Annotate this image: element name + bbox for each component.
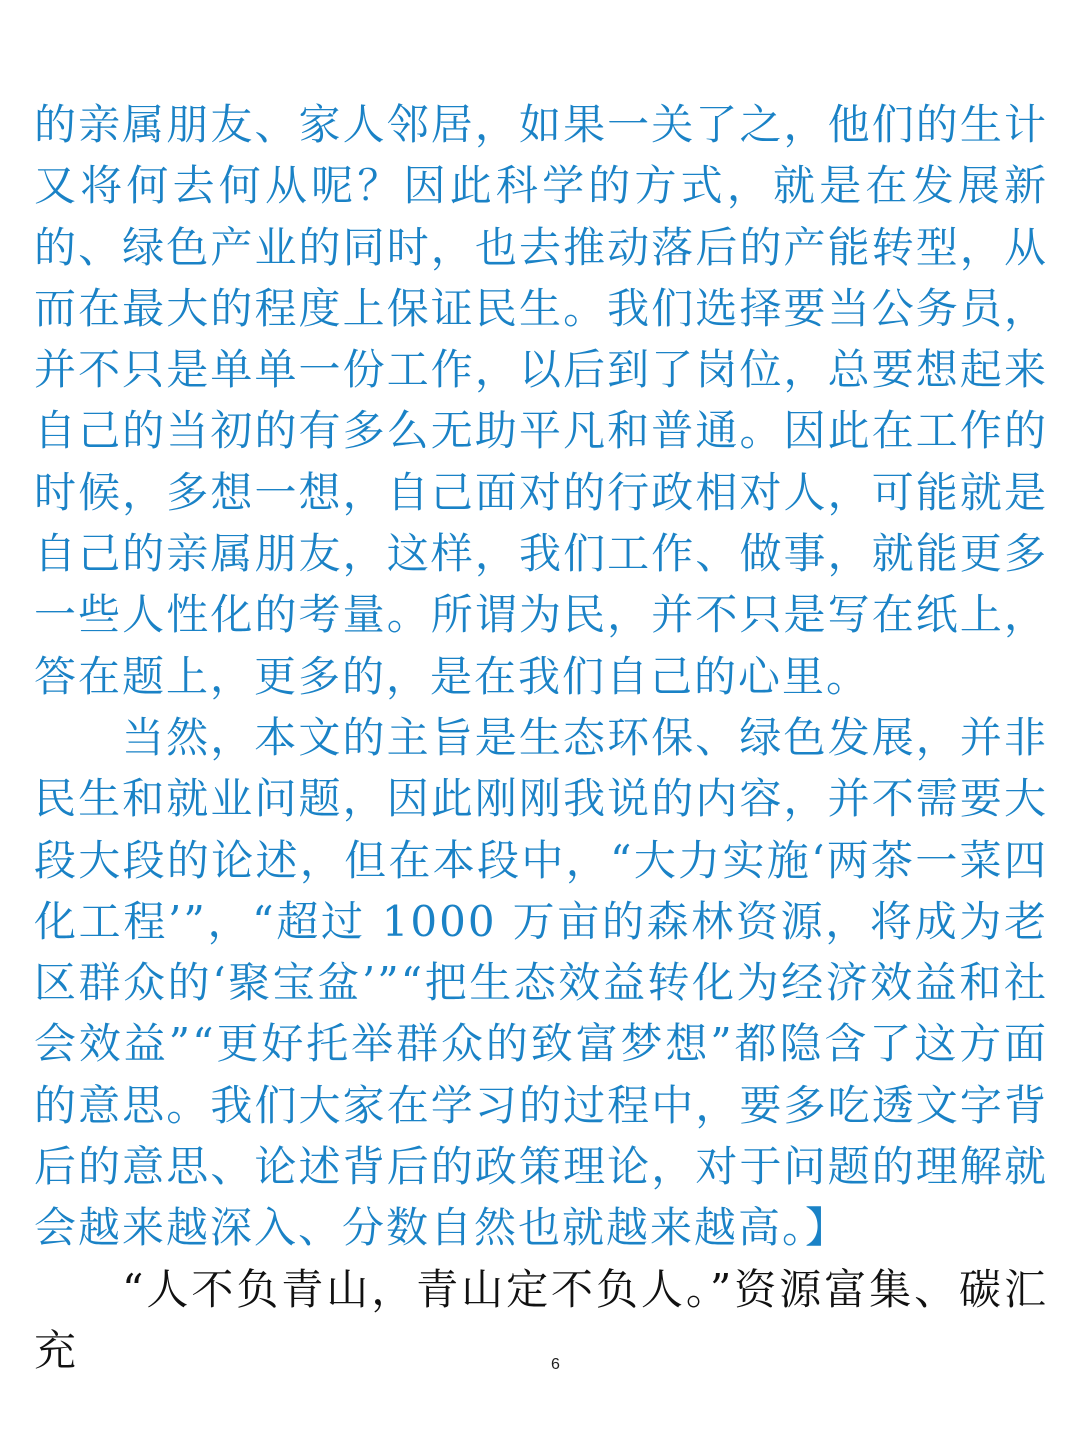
page-number: 6: [551, 1356, 560, 1373]
document-body: [34, 94, 1048, 1381]
body-paragraph: “人不负青山，青山定不负人。”资源富集、碳汇充: [34, 1264, 1048, 1375]
annotation-paragraph-continued: 的亲属朋友、家人邻居，如果一关了之，他们的生计又将何去何从呢？因此科学的方式，就是在发展新的、绿色产业的同时，也去推动落后的产能转型，从而在最大的程度上保证民生。我们选择要当公务员，并不只是单单一份工作，以后到了岗位，总要想起来自己的当初的有多么无助平凡和普通。因此在工作的时候，多想一想，自己面对的行政相对人，可能就是自己的亲属朋友，这样，我们工作、做事，就能更多一些人性化的考量。所谓为民，并不只是写在纸上，答在题上，更多的，是在我们自己的心里。: [34, 100, 1048, 701]
annotation-paragraph: 当然，本文的主旨是生态环保、绿色发展，并非民生和就业问题，因此刚刚我说的内容，并不需要大段大段的论述，但在本段中，“大力实施‘两茶一菜四化工程’”，“超过 1000 万亩的森林资源，将成为老区群众的‘聚宝盆’”“把生态效益转化为经济效益和社会效益”“更好托举群众的致富梦想”都隐含了这方面的意思。我们大家在学习的过程中，要多吃透文字背后的意思、论述背后的政策理论，对于问题的理解就会越来越深入、分数自然也就越来越高。】: [34, 712, 1048, 1253]
